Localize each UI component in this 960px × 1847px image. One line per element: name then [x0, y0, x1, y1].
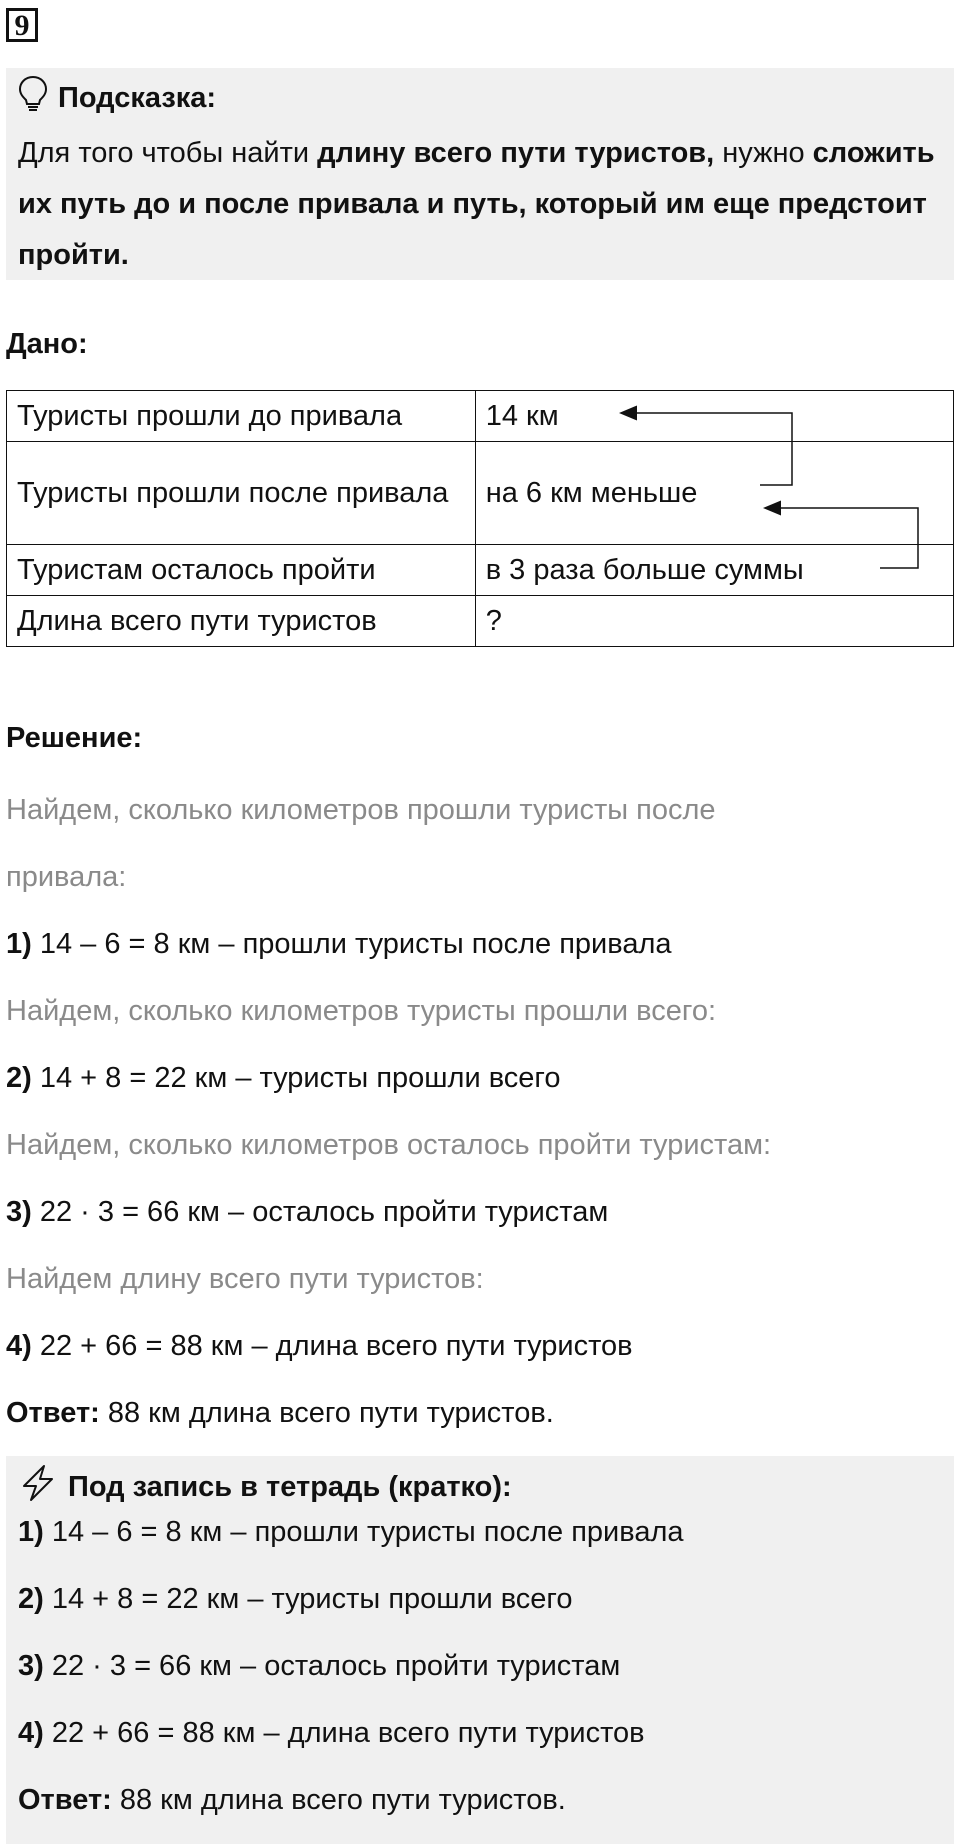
step-text: 22 · 3 = 66 км – осталось пройти туристам: [31, 1196, 609, 1228]
step-number: 2): [18, 1583, 44, 1615]
solution-answer: [6, 1393, 554, 1433]
given-row: [7, 545, 954, 596]
given-row: [7, 442, 954, 545]
step-number: 3): [6, 1196, 32, 1228]
step-text: 22 · 3 = 66 км – осталось пройти туристам: [43, 1650, 621, 1682]
answer-text: 88 км длина всего пути туристов.: [111, 1784, 566, 1816]
given-row-value: ?: [475, 596, 953, 647]
solution-comment: Найдем, сколько километров осталось пройти туристам:: [6, 1129, 772, 1161]
solution-comment: привала:: [6, 861, 127, 893]
given-row-label: Туристам осталось пройти: [7, 545, 476, 596]
step-number: 1): [18, 1516, 44, 1548]
notebook-line: [18, 1713, 645, 1753]
solution-step: [6, 1192, 608, 1232]
solution-step: [6, 924, 672, 964]
solution-step: [6, 1058, 561, 1098]
given-row-value: на 6 км меньше: [475, 442, 953, 545]
given-label: Дано:: [6, 328, 88, 360]
notebook-line: [18, 1512, 684, 1552]
lightning-icon: [18, 1463, 58, 1511]
notebook-box: [6, 1456, 954, 1844]
hint-title: [18, 78, 216, 118]
step-text: 14 – 6 = 8 км – прошли туристы после привала: [31, 928, 672, 960]
solution-comment: Найдем длину всего пути туристов:: [6, 1263, 484, 1295]
step-text: 14 + 8 = 22 км – туристы прошли всего: [31, 1062, 561, 1094]
answer-text: 88 км длина всего пути туристов.: [99, 1397, 554, 1429]
solution-label: Решение:: [6, 722, 143, 754]
step-number: 4): [6, 1330, 32, 1362]
hint-text-bold-2: сложить их путь до и после привала и путь, который им еще предстоит пройти.: [18, 137, 935, 271]
solution-comment: Найдем, сколько километров прошли туристы после: [6, 794, 716, 826]
task-number: 9: [6, 8, 38, 42]
step-number: 1): [6, 928, 32, 960]
step-number: 2): [6, 1062, 32, 1094]
hint-box: [6, 68, 954, 280]
given-row-label: Туристы прошли после привала: [7, 442, 476, 545]
hint-title-text: Подсказка:: [58, 81, 217, 114]
hint-text-bold-1: длину всего пути туристов,: [317, 137, 715, 169]
given-row-value: 14 км: [475, 391, 953, 442]
step-text: 22 + 66 = 88 км – длина всего пути туристов: [31, 1330, 633, 1362]
notebook-title: [18, 1464, 512, 1510]
step-text: 14 + 8 = 22 км – туристы прошли всего: [43, 1583, 573, 1615]
given-row-value: в 3 раза больше суммы: [475, 545, 953, 596]
solution-step: [6, 1326, 633, 1366]
notebook-line: [18, 1646, 620, 1686]
hint-text-plain-2: нужно: [714, 137, 813, 169]
given-row: [7, 596, 954, 647]
hint-text: [18, 128, 943, 281]
step-number: 3): [18, 1650, 44, 1682]
lightbulb-icon: [18, 75, 48, 121]
notebook-answer: [18, 1780, 566, 1820]
given-table: [6, 390, 954, 647]
step-text: 22 + 66 = 88 км – длина всего пути туристов: [43, 1717, 645, 1749]
notebook-line: [18, 1579, 573, 1619]
answer-label: Ответ:: [6, 1397, 100, 1429]
step-text: 14 – 6 = 8 км – прошли туристы после привала: [43, 1516, 684, 1548]
answer-label: Ответ:: [18, 1784, 112, 1816]
solution-comment: Найдем, сколько километров туристы прошли всего:: [6, 995, 717, 1027]
given-row: [7, 391, 954, 442]
notebook-title-text: Под запись в тетрадь (кратко):: [68, 1470, 512, 1503]
hint-text-plain-1: Для того чтобы найти: [18, 137, 318, 169]
step-number: 4): [18, 1717, 44, 1749]
given-row-label: Туристы прошли до привала: [7, 391, 476, 442]
given-row-label: Длина всего пути туристов: [7, 596, 476, 647]
